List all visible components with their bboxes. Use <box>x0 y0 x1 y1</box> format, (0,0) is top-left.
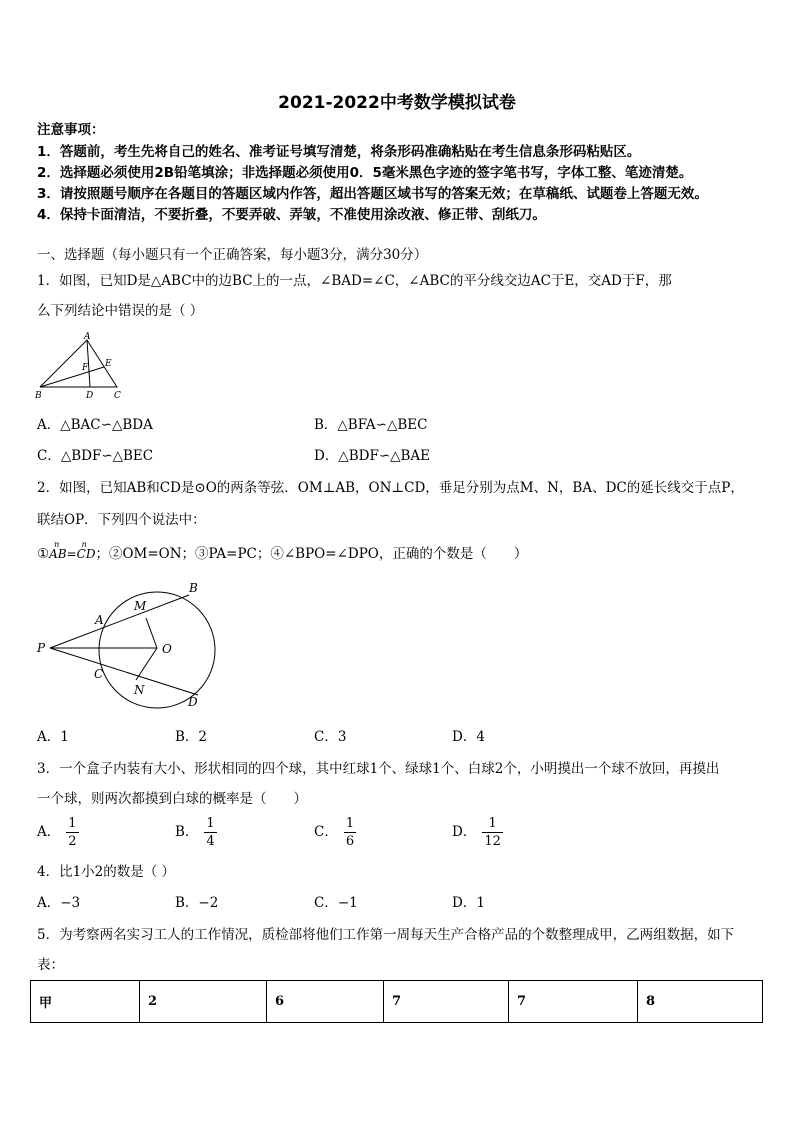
table-cell: 8 <box>638 981 763 1023</box>
q4-option-c[interactable]: C．−1 <box>314 895 358 911</box>
q1-label-e: E <box>105 359 112 369</box>
q2-label-a: A <box>95 613 104 627</box>
q1-option-d[interactable]: D．△BDF∽△BAE <box>314 448 431 464</box>
q2-label-d: D <box>188 695 198 709</box>
q3-option-a[interactable] <box>37 815 79 850</box>
q1-option-c[interactable]: C．△BDF∽△BEC <box>37 448 154 464</box>
q2-option-b[interactable]: B．2 <box>175 729 208 745</box>
fraction-numerator: 1 <box>482 815 503 833</box>
q2-label-b: B <box>189 581 198 595</box>
q2-arc-mark: n <box>54 540 60 549</box>
fraction-denominator: 12 <box>484 834 501 849</box>
q2-label-p: P <box>37 641 46 655</box>
fraction-numerator: 1 <box>345 816 355 831</box>
q2-stem-line1: 2．如图，已知AB和CD是⊙O的两条等弦．OM⊥AB，ON⊥CD，垂足分别为点M、N，BA、DC的延长线交于点P， <box>37 480 744 496</box>
q2-label-c: C <box>94 667 104 681</box>
q2-option-d[interactable]: D．4 <box>452 729 485 745</box>
q2-circle-figure <box>32 578 222 713</box>
table-cell: 6 <box>267 981 384 1023</box>
q2-statement-1-marker: ① <box>37 546 50 562</box>
fraction-numerator: 1 <box>68 816 77 831</box>
q5-data-table <box>30 980 763 1023</box>
q3-option-c[interactable] <box>314 815 356 850</box>
q3-option-a-label: A． <box>37 824 61 840</box>
q3-option-c-fraction <box>344 815 356 850</box>
notice-item: 4．保持卡面清洁，不要折叠，不要弄破、弄皱，不准使用涂改液、修正带、刮纸刀。 <box>37 207 546 223</box>
notice-item: 3．请按照题号顺序在各题目的答题区域内作答，超出答题区域书写的答案无效；在草稿纸、试题卷上答题无效。 <box>37 186 708 202</box>
q4-option-b[interactable]: B．−2 <box>175 895 219 911</box>
q3-option-d[interactable] <box>452 815 503 850</box>
q5-stem-line1: 5．为考察两名实习工人的工作情况，质检部将他们工作第一周每天生产合格产品的个数整理成甲，乙两组数据，如下 <box>37 927 735 943</box>
q2-option-c[interactable]: C．3 <box>314 729 347 745</box>
q1-label-f: F <box>82 363 89 373</box>
q2-arc-ab: AB <box>49 547 67 561</box>
fraction-denominator: 2 <box>68 834 77 849</box>
q1-label-a: A <box>84 332 91 342</box>
q1-label-c: C <box>114 391 121 401</box>
fraction-denominator: 4 <box>206 834 215 849</box>
q2-stem-line2: 联结OP．下列四个说法中： <box>37 512 206 528</box>
q2-label-o: O <box>162 642 172 656</box>
q3-option-d-label: D． <box>452 824 477 840</box>
q5-stem-line2: 表： <box>37 957 64 973</box>
q2-label-m: M <box>134 599 147 613</box>
notice-heading: 注意事项： <box>37 122 105 138</box>
table-row <box>31 981 763 1023</box>
q1-option-b[interactable]: B．△BFA∽△BEC <box>314 417 428 433</box>
notice-item: 2．选择题必须使用2B铅笔填涂；非选择题必须使用0．5毫米黑色字迹的签字笔书写，字体工整、笔迹清楚。 <box>37 165 693 181</box>
q3-option-a-fraction <box>66 815 78 850</box>
q2-option-a[interactable]: A．1 <box>37 729 69 745</box>
table-cell: 甲 <box>31 981 140 1023</box>
q1-option-a[interactable]: A．△BAC∽△BDA <box>37 417 153 433</box>
q3-stem-line1: 3．一个盒子内装有大小、形状相同的四个球，其中红球1个、绿球1个、白球2个，小明摸出一个球不放回，再摸出 <box>37 761 720 777</box>
q2-arc-equals: = <box>66 547 77 561</box>
q1-label-b: B <box>35 391 42 401</box>
q1-label-d: D <box>86 391 94 401</box>
q2-arc-mark: n <box>81 540 87 549</box>
table-cell: 7 <box>384 981 509 1023</box>
fraction-numerator: 1 <box>206 816 215 831</box>
q4-stem: 4．比1小2的数是（ ） <box>37 864 176 880</box>
table-cell: 2 <box>140 981 267 1023</box>
table-cell: 7 <box>509 981 638 1023</box>
q3-option-b-fraction <box>204 815 216 850</box>
page-title: 2021-2022中考数学模拟试卷 <box>278 93 516 113</box>
q2-arc-cd: CD <box>76 547 96 561</box>
q1-stem-line1: 1．如图，已知D是△ABC中的边BC上的一点，∠BAD=∠C，∠ABC的平分线交边AC于E，交AD于F，那 <box>37 273 672 289</box>
fraction-denominator: 6 <box>345 834 355 849</box>
section-heading: 一、选择题（每小题只有一个正确答案，每小题3分，满分30分） <box>37 247 428 263</box>
q2-label-n: N <box>134 683 145 697</box>
q3-option-c-label: C． <box>314 824 338 840</box>
q3-option-b-label: B． <box>175 824 199 840</box>
q4-option-d[interactable]: D．1 <box>452 895 485 911</box>
q2-stem-rest: ；②OM=ON；③PA=PC；④∠BPO=∠DPO，正确的个数是（ ） <box>95 546 528 562</box>
q1-stem-line2: 么下列结论中错误的是（ ） <box>37 303 204 319</box>
q3-stem-line2: 一个球，则两次都摸到白球的概率是（ ） <box>37 791 307 807</box>
q4-option-a[interactable]: A．−3 <box>37 895 81 911</box>
q3-option-d-fraction <box>482 815 503 850</box>
q3-option-b[interactable] <box>175 815 217 850</box>
notice-item: 1．答题前，考生先将自己的姓名、准考证号填写清楚，将条形码准确粘贴在考生信息条形码粘贴区。 <box>37 144 641 160</box>
q2-stem-line3 <box>37 540 528 563</box>
q1-triangle-figure <box>32 330 127 402</box>
